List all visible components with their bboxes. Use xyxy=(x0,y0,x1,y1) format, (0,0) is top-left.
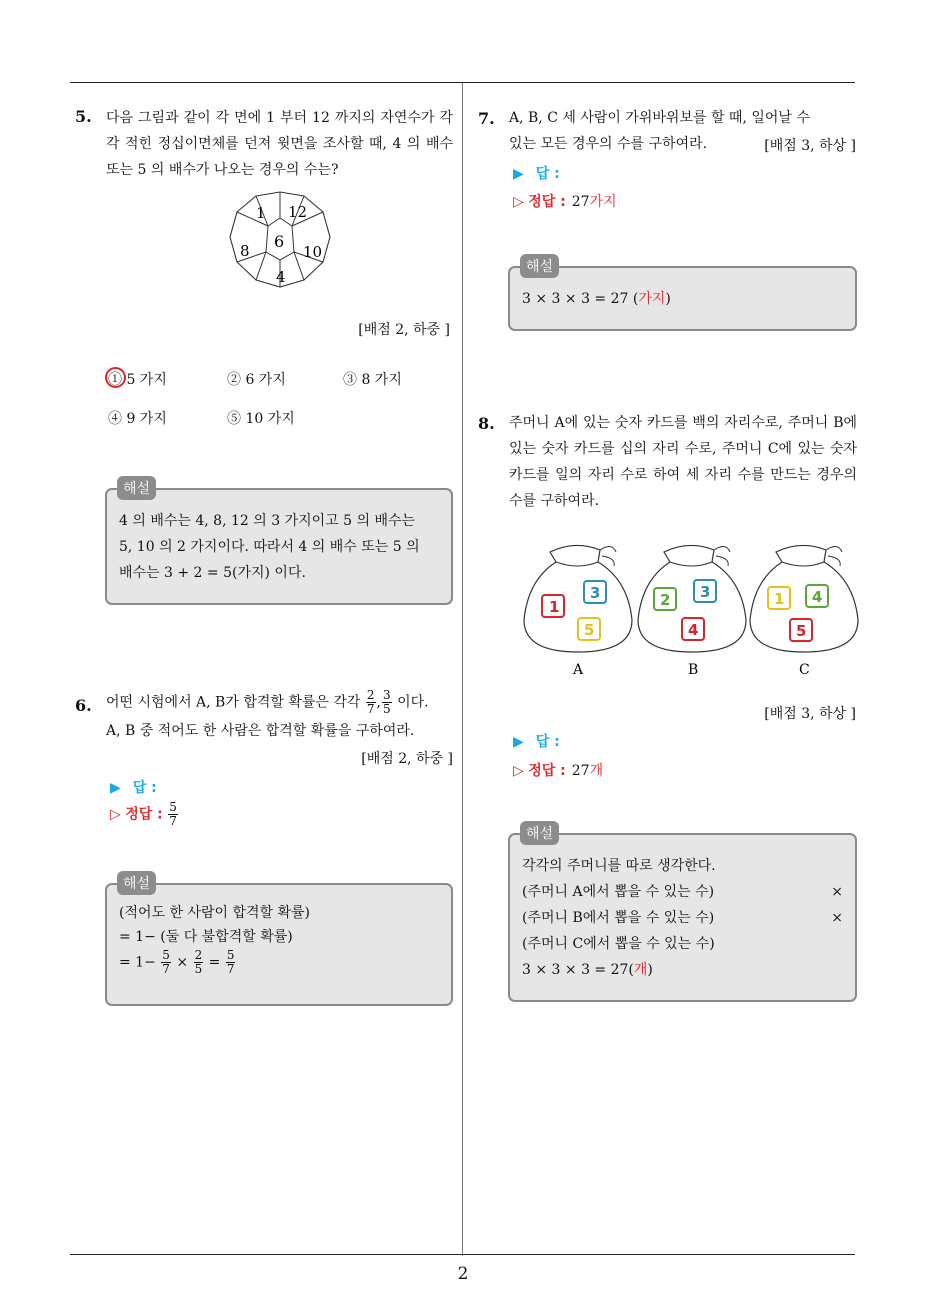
q5-number: 5. xyxy=(75,107,92,126)
correct-unit: 개 xyxy=(589,763,604,779)
q5-explanation-box xyxy=(105,481,453,605)
explanation-line xyxy=(522,879,843,905)
card-label: 2 xyxy=(660,591,671,609)
denominator: 5 xyxy=(194,962,203,976)
unit-text: 개 xyxy=(633,962,648,978)
fraction xyxy=(366,689,376,716)
q8-answer-row[interactable] xyxy=(513,731,560,751)
numerator: 5 xyxy=(226,948,235,962)
expr-part: (주머니 A에서 뽑을 수 있는 수) xyxy=(522,884,715,900)
denominator: 5 xyxy=(382,702,391,716)
q8-text: 주머니 A에 있는 숫자 카드를 백의 자리수로, 주머니 B에 있는 숫자 카드를 십의 자리 수로, 주머니 C에 있는 숫자 카드를 일의 자리 수로 하여 세 자리 수를 만드는 경우의 수를 구하여라. xyxy=(509,415,857,509)
q7-number: 7. xyxy=(478,109,495,128)
explanation-line: 배수는 3 + 2 = 5(가지) 이다. xyxy=(119,565,306,581)
q5-choice-3[interactable]: ③ 8 가지 xyxy=(343,372,402,388)
expr-part: × xyxy=(176,954,189,971)
explanation-tag: 해설 xyxy=(520,821,559,845)
numerator: 5 xyxy=(162,948,170,962)
times-sign: × xyxy=(831,910,843,926)
numerator: 2 xyxy=(366,688,375,702)
expr-part: ) xyxy=(647,962,653,978)
q5-choice-1[interactable] xyxy=(108,369,167,389)
outline-arrow-icon: ▷ xyxy=(110,806,121,823)
correct-unit: 가지 xyxy=(589,194,617,210)
explanation-tag: 해설 xyxy=(520,254,559,278)
choice-label: ① 5 가지 xyxy=(108,372,167,388)
fraction xyxy=(226,949,236,976)
explanation-line: 각각의 주머니를 따로 생각한다. xyxy=(522,858,716,874)
denominator: 7 xyxy=(169,814,177,828)
q5-choice-5[interactable]: ⑤ 10 가지 xyxy=(227,411,295,427)
face-label: 6 xyxy=(274,232,285,251)
q5-explanation-text xyxy=(119,508,439,586)
correct-value: 27 xyxy=(571,763,590,779)
face-label: 1 xyxy=(256,204,266,222)
explanation-line xyxy=(522,957,843,983)
explanation-line: 4 의 배수는 4, 8, 12 의 3 가지이고 5 의 배수는 xyxy=(119,513,416,529)
numerator: 3 xyxy=(382,688,391,702)
card-label: 5 xyxy=(584,621,595,639)
q6-text-line2: A, B 중 적어도 한 사람은 합격할 확률을 구하여라. xyxy=(106,723,415,739)
q7-text-line1: A, B, C 세 사람이 가위바위보를 할 때, 일어날 수 xyxy=(509,110,810,126)
q7-correct-row xyxy=(513,191,617,211)
selected-circle-icon xyxy=(105,367,126,388)
unit-text: 가지 xyxy=(638,291,666,307)
answer-label: 답 : xyxy=(535,734,560,750)
explanation-line: (적어도 한 사람이 합격할 확률) xyxy=(119,905,311,921)
denominator: 7 xyxy=(366,702,375,716)
q7-explanation-box xyxy=(508,259,857,331)
bag-a xyxy=(524,545,632,678)
expr-part: ) xyxy=(665,291,671,307)
face-label: 10 xyxy=(303,243,323,261)
numerator: 5 xyxy=(169,800,177,814)
q7-explanation-text xyxy=(522,286,843,312)
q6-correct-row xyxy=(110,801,179,828)
expr-part: 3 × 3 × 3 = 27( xyxy=(522,962,634,978)
q7-points: [배점 3, 하상 ] xyxy=(764,138,856,154)
play-arrow-icon: ▶ xyxy=(110,780,121,796)
outline-arrow-icon: ▷ xyxy=(513,194,524,210)
correct-label: 정답 : xyxy=(528,763,566,779)
bottom-rule xyxy=(70,1254,855,1255)
q7-text-line2: 있는 모든 경우의 수를 구하여라. xyxy=(509,136,708,152)
q6-answer-row[interactable] xyxy=(110,777,157,797)
denominator: 7 xyxy=(162,962,170,976)
answer-label: 답 : xyxy=(132,780,157,796)
bag-label: C xyxy=(799,662,810,678)
q7-answer-row[interactable] xyxy=(513,163,560,183)
fraction xyxy=(161,949,171,976)
q8-explanation-box xyxy=(508,826,857,1002)
q6-explanation-text xyxy=(119,901,439,976)
fraction xyxy=(194,949,204,976)
face-label: 8 xyxy=(240,242,250,260)
explanation-line: (주머니 C에서 뽑을 수 있는 수) xyxy=(522,936,715,952)
face-label: 4 xyxy=(276,268,286,286)
expr-part: 3 × 3 × 3 = 27 ( xyxy=(522,291,639,307)
q8-number: 8. xyxy=(478,414,495,433)
card-label: 5 xyxy=(796,622,807,640)
q6-number: 6. xyxy=(75,696,92,715)
bag-label: B xyxy=(688,662,699,678)
q6-text-pre: 어떤 시험에서 A, B가 합격할 확률은 각각 xyxy=(106,694,361,711)
denominator: 7 xyxy=(226,962,235,976)
bag-label: A xyxy=(573,662,584,678)
q6-points: [배점 2, 하중 ] xyxy=(361,751,453,767)
bag-b xyxy=(638,545,746,678)
explanation-line: = 1− (둘 다 불합격할 확률) xyxy=(119,929,293,945)
correct-value: 27 xyxy=(571,194,590,210)
card-label: 4 xyxy=(688,621,699,639)
explanation-tag: 해설 xyxy=(117,476,156,500)
play-arrow-icon: ▶ xyxy=(513,166,524,182)
explanation-line: 5, 10 의 2 가지이다. 따라서 4 의 배수 또는 5 의 xyxy=(119,539,420,555)
correct-fraction xyxy=(168,801,178,828)
bags-figure xyxy=(520,540,860,680)
expr-part: = 1− xyxy=(119,954,156,971)
q8-correct-row xyxy=(513,760,603,780)
q5-points: [배점 2, 하중 ] xyxy=(358,322,450,338)
explanation-line xyxy=(119,949,439,976)
times-sign: × xyxy=(831,884,843,900)
explanation-line xyxy=(522,905,843,931)
column-divider xyxy=(462,83,463,1256)
correct-label: 정답 : xyxy=(125,806,163,823)
expr-part: = xyxy=(208,954,221,971)
card-label: 3 xyxy=(700,583,711,601)
card-label: 1 xyxy=(549,598,560,616)
q5-choice-4[interactable]: ④ 9 가지 xyxy=(108,411,167,427)
face-label: 12 xyxy=(288,203,308,221)
explanation-tag: 해설 xyxy=(117,871,156,895)
q5-text: 다음 그림과 같이 각 면에 1 부터 12 까지의 자연수가 각각 적힌 정십이면체를 던져 윗면을 조사할 때, 4 의 배수 또는 5 의 배수가 나오는 경우의 수는? xyxy=(106,110,453,178)
dodecahedron-figure xyxy=(228,190,332,290)
q6-text-post: 이다. xyxy=(397,694,429,711)
bag-c xyxy=(750,545,858,678)
q6-text-line1: 어떤 시험에서 A, B가 합격할 확률은 각각 $\frac{2}{7}$ , $\frac{3}{5}$ 이다. xyxy=(106,688,429,716)
outline-arrow-icon: ▷ xyxy=(513,763,524,779)
play-arrow-icon: ▶ xyxy=(513,734,524,750)
card-label: 4 xyxy=(812,588,823,606)
card-label: 3 xyxy=(590,584,601,602)
page-number: 2 xyxy=(457,1264,469,1284)
q8-points: [배점 3, 하상 ] xyxy=(764,706,856,722)
expr-part: (주머니 B에서 뽑을 수 있는 수) xyxy=(522,910,715,926)
answer-label: 답 : xyxy=(535,166,560,182)
q8-explanation-text xyxy=(522,853,843,983)
q5-choice-2[interactable]: ② 6 가지 xyxy=(227,372,286,388)
correct-label: 정답 : xyxy=(528,194,566,210)
numerator: 2 xyxy=(194,948,203,962)
fraction xyxy=(382,689,392,716)
card-label: 1 xyxy=(774,590,785,608)
q6-explanation-box xyxy=(105,876,453,1006)
